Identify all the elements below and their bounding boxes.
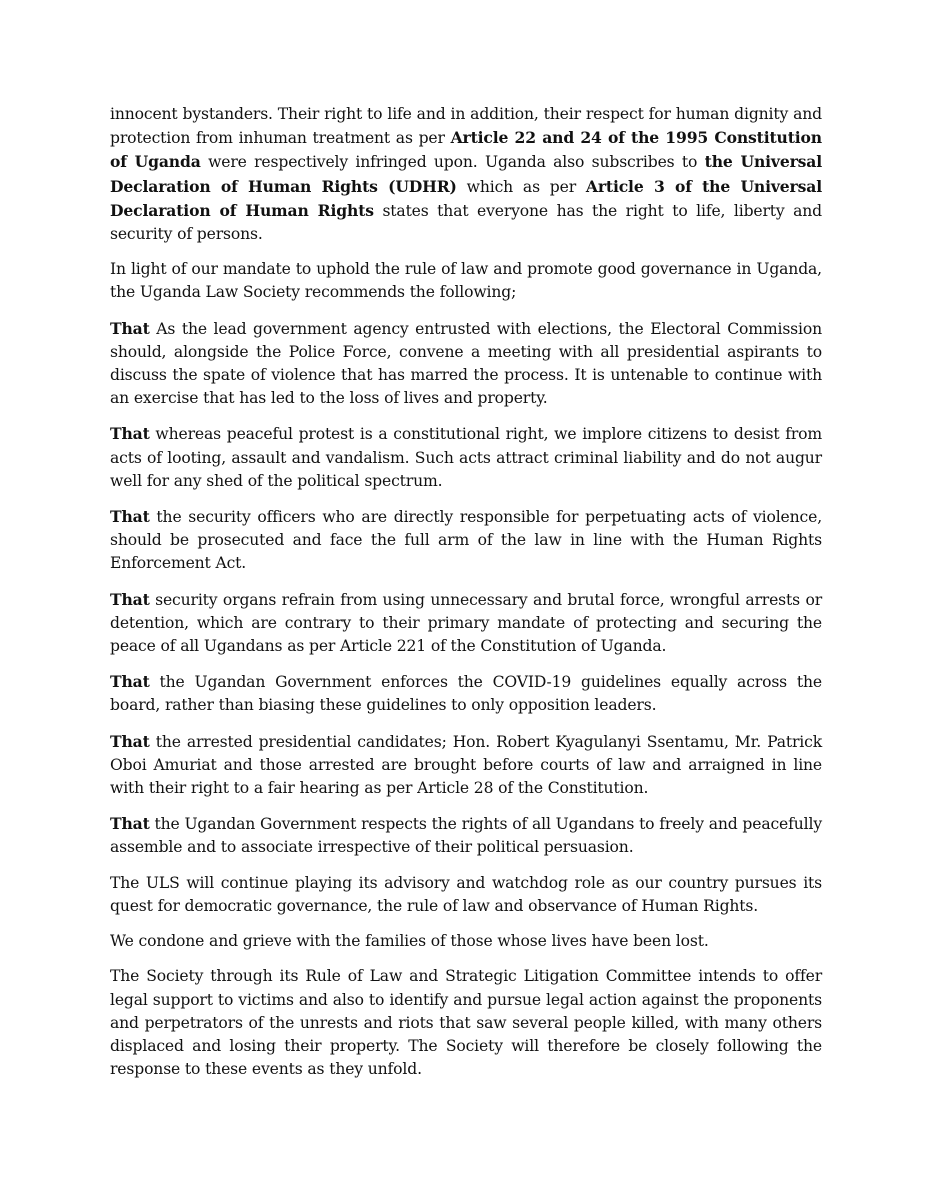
text-run: the Ugandan Government enforces the COVID-19 guidelines equally across the board, rather than biasing these guidelines to only opposition leaders. <box>110 673 822 715</box>
bold-text-run: That <box>110 589 150 609</box>
paragraph-recommendation-peaceful-protest <box>110 422 822 493</box>
text-run: The ULS will continue playing its advisory and watchdog role as our country pursues its quest for democratic governance, the rule of law and observance of Human Rights. <box>110 873 822 915</box>
bold-text-run: Article 22 and 24 of the 1995 Constitution of Uganda <box>110 128 822 172</box>
text-run: In light of our mandate to uphold the rule of law and promote good governance in Uganda, the Uganda Law Society recommends the following; <box>110 260 822 302</box>
bold-text-run: That <box>110 814 150 834</box>
paragraph-recommendation-arrested-candidates <box>110 730 822 801</box>
text-run: states that everyone has the right to life, liberty and security of persons. <box>110 201 822 244</box>
paragraph-recommendation-assembly <box>110 812 822 859</box>
paragraph-mandate <box>110 258 822 304</box>
bold-text-run: That <box>110 731 150 751</box>
paragraph-recommendation-security-organs <box>110 588 822 659</box>
paragraph-recommendation-covid-guidelines <box>110 670 822 717</box>
bold-text-run: That <box>110 507 150 527</box>
text-run: the Ugandan Government respects the rights of all Ugandans to freely and peacefully assemble and to associate irrespective of their political persuasion. <box>110 815 822 857</box>
bold-text-run: Article 3 of the Universal Declaration of Human Rights <box>110 176 822 220</box>
text-run: were respectively infringed upon. Uganda also subscribes to <box>200 153 705 172</box>
text-run: The Society through its Rule of Law and Strategic Litigation Committee intends to offer legal support to victims and also to identify and pursue legal action against the proponents and perpetrators of the unrests and riots that saw several people killed, with many others displaced and losing their property. The Society will therefore be closely following the response to these events as they unfold. <box>110 967 822 1079</box>
text-run: As the lead government agency entrusted with elections, the Electoral Commission should, alongside the Police Force, convene a meeting with all presidential aspirants to discuss the spate of violence that has marred the process. It is untenable to continue with an exercise that has led to the loss of lives and property. <box>110 319 822 408</box>
paragraph-legal-support <box>110 965 822 1081</box>
paragraph-condolence <box>110 930 822 953</box>
text-run: We condone and grieve with the families of those whose lives have been lost. <box>110 932 709 951</box>
paragraph-recommendation-electoral-commission <box>110 317 822 411</box>
text-run: which as per <box>456 177 586 196</box>
text-run: security organs refrain from using unnecessary and brutal force, wrongful arrests or detention, which are contrary to their primary mandate of protecting and securing the peace of all Ugandans as per Article 221 of the Constitution of Uganda. <box>110 590 822 656</box>
text-run: whereas peaceful protest is a constitutional right, we implore citizens to desist from acts of looting, assault and vandalism. Such acts attract criminal liability and do not augur well for any shed of the political spectrum. <box>110 425 822 490</box>
paragraph-rights-violation <box>110 103 822 246</box>
text-run: innocent bystanders. Their right to life and in addition, their respect for human dignity and protection from inhuman treatment as per <box>110 105 822 148</box>
text-run: the security officers who are directly responsible for perpetuating acts of violence, should be prosecuted and face the full arm of the law in line with the Human Rights Enforcement Act. <box>110 508 822 573</box>
bold-text-run: That <box>110 424 150 444</box>
text-run: the arrested presidential candidates; Hon. Robert Kyagulanyi Ssentamu, Mr. Patrick Oboi Amuriat and those arrested are brought before courts of law and arraigned in line with their right to a fair hearing as per Article 28 of the Constitution. <box>110 732 822 798</box>
paragraph-recommendation-prosecution <box>110 505 822 576</box>
bold-text-run: That <box>110 672 150 692</box>
paragraph-uls-role <box>110 872 822 918</box>
bold-text-run: That <box>110 318 150 338</box>
bold-text-run: the Universal Declaration of Human Rights (UDHR) <box>110 152 823 196</box>
